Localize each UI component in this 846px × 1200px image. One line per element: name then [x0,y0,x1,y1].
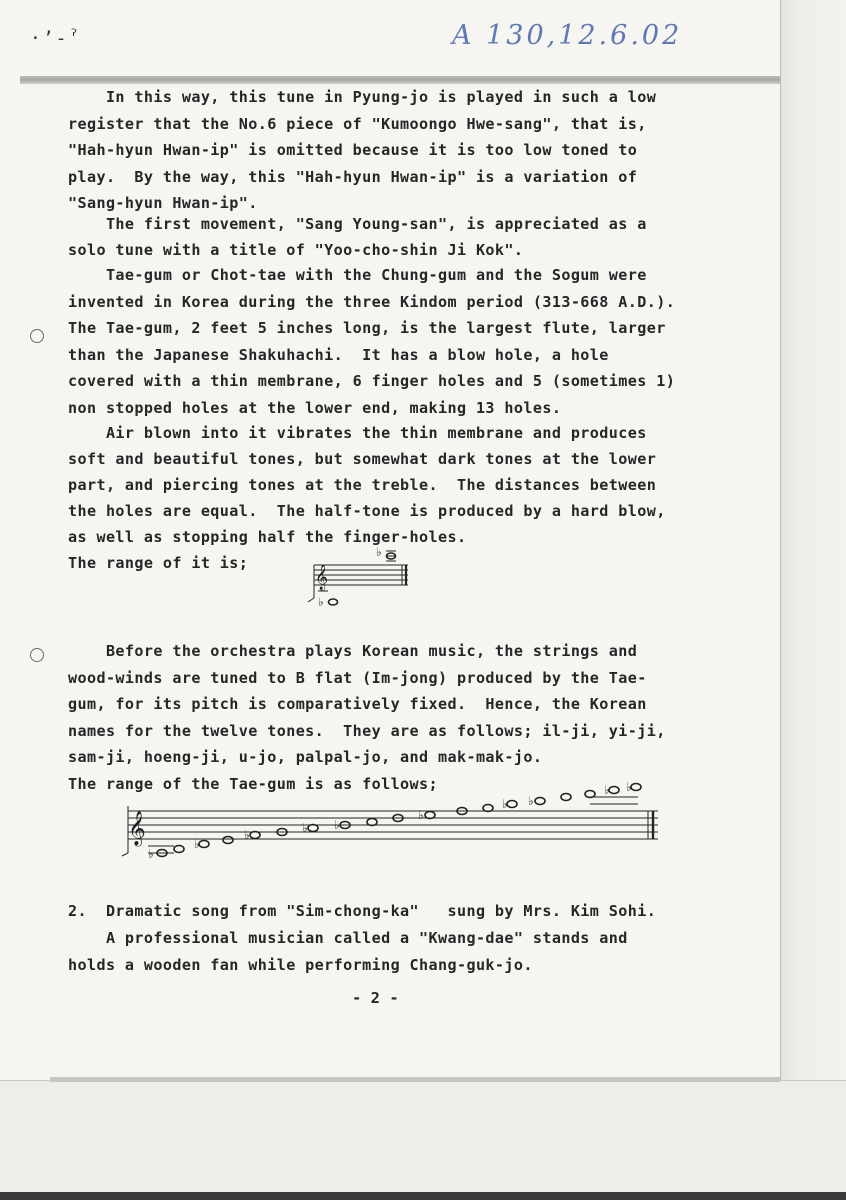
svg-text:𝄞: 𝄞 [128,811,146,846]
svg-text:♭: ♭ [148,847,154,861]
corner-mark: ·’-ˀ [30,28,82,49]
paragraph-first-movement: The first movement, "Sang Young-san", is appreciated as a solo tune with a title of "Yoo-cho-shin Ji Kok". [68,215,647,259]
paragraph-tae-gum-description: Tae-gum or Chot-tae with the Chung-gum and the Sogum were invented in Korea during the three Kindom period (313-668 A.D.). The Tae-gum, 2 feet 5 inches long, is the largest flute, larger than the Japanese Shakuhachi. It has a blow hole, a hole covered with a thin membrane, 6 finger holes and 5 (sometimes 1) non stopped holes at the lower end, making 13 holes. [68,266,676,417]
svg-text:♭: ♭ [376,545,382,559]
svg-text:♭: ♭ [528,794,534,808]
page-bottom-margin [0,1080,846,1192]
binder-hole-icon [30,648,44,662]
binder-hole-icon [30,329,44,343]
range-notation-tae-gum [118,778,668,870]
page-number: - 2 - [352,989,399,1007]
svg-text:♭: ♭ [626,780,632,794]
paragraph-pyung-jo: In this way, this tune in Pyung-jo is played in such a low register that the No.6 piece of "Kumoongo Hwe-sang", that is, "Hah-hyun Hwan-ip" is omitted because it is too low toned to play. By the way, this "Hah-hyun Hwan-ip" is a variation of "Sang-hyun Hwan-ip". [68,88,657,212]
handwritten-reference-number: A 130,12.6.02 [452,20,683,51]
section-dramatic-song: 2. Dramatic song from "Sim-chong-ka" sung by Mrs. Kim Sohi. A professional musician called a "Kwang-dae" stands and holds a wooden fan while performing Chang-guk-jo. [68,902,657,974]
svg-text:♭: ♭ [334,818,340,832]
paragraph-tuning: Before the orchestra plays Korean music, the strings and wood-winds are tuned to B flat (Im-jong) produced by the Tae- gum, for its pitch is comparatively fixed. Hence, the Korean names for the twelve tones. They are as follows; il-ji, yi-ji, sam-ji, hoeng-ji, u-jo, palpal-jo, and mak-mak-jo. The range of the Tae-gum is as follows; [68,642,666,793]
page-edge-shadow [780,0,846,1080]
svg-text:♭: ♭ [194,837,200,851]
svg-text:♭: ♭ [604,783,610,797]
svg-text:♭: ♭ [244,828,250,842]
range-notation-small [300,538,420,614]
paragraph-tone-production: Air blown into it vibrates the thin membrane and produces soft and beautiful tones, but somewhat dark tones at the lower part, and piercing tones at the treble. The distances between the holes are equal. The half-tone is produced by a hard blow, as well as stopping half the finger-holes. The range of it is; [68,424,666,572]
svg-text:♭: ♭ [502,797,508,811]
scan-fold-line [20,76,780,84]
scan-bottom-line [50,1077,780,1082]
svg-text:♭: ♭ [302,821,308,835]
svg-text:♭: ♭ [418,808,424,822]
svg-text:𝄞: 𝄞 [315,565,329,590]
svg-text:♭: ♭ [318,595,324,609]
